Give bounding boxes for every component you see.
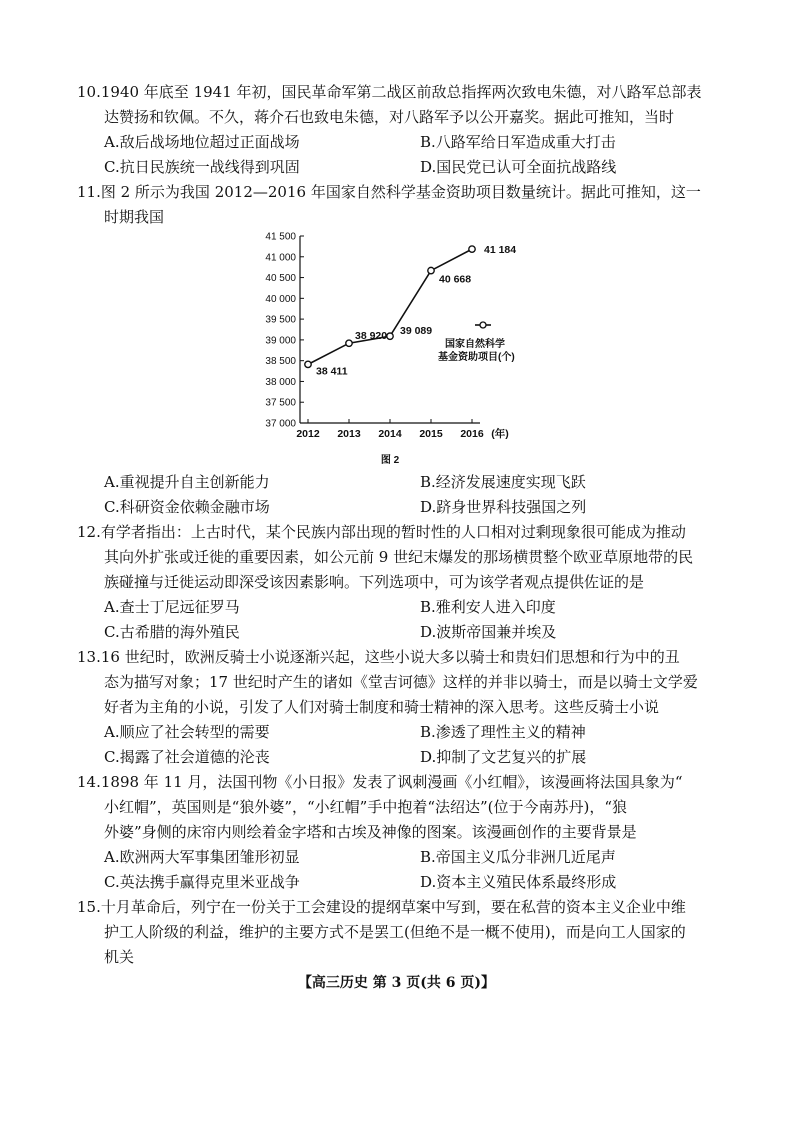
x-tick-label: 2013 <box>337 428 361 440</box>
y-tick-label: 41 500 <box>265 231 296 243</box>
q13-stem-line-1: 13.16 世纪时，欧洲反骑士小说逐渐兴起，这些小说大多以骑士和贵妇们思想和行为中的丑 <box>77 648 680 666</box>
q12-stem-line-2: 其向外扩张或迁徙的重要因素，如公元前 9 世纪末爆发的那场横贯整个欧亚草原地带的民 <box>104 548 694 566</box>
legend-marker <box>480 322 486 328</box>
page-footer: 【高三历史 第 3 页(共 6 页)】 <box>297 975 496 991</box>
y-tick-label: 41 000 <box>265 252 296 264</box>
x-tick-label: 2014 <box>378 428 402 440</box>
q10-stem-line-2: 达赞扬和钦佩。不久，蒋介石也致电朱德，对八路军予以公开嘉奖。据此可推知，当时 <box>104 108 675 126</box>
q13-stem-line-3: 好者为主角的小说，引发了人们对骑士制度和骑士精神的深入思考。这些反骑士小说 <box>104 698 660 716</box>
q12-option-a: A.查士丁尼远征罗马 <box>104 598 240 616</box>
q13-option-b: B.渗透了理性主义的精神 <box>420 723 586 741</box>
q12-option-b: B.雅利安人进入印度 <box>420 598 556 616</box>
data-point <box>346 340 352 346</box>
q12-option-c: C.古希腊的海外殖民 <box>104 623 240 641</box>
q11-option-b: B.经济发展速度实现飞跃 <box>420 473 586 491</box>
y-tick-label: 38 000 <box>265 376 296 388</box>
q13-option-a: A.顺应了社会转型的需要 <box>104 723 270 741</box>
q11-stem-line-1: 11.图 2 所示为我国 2012—2016 年国家自然科学基金资助项目数量统计。据此可推知，这一 <box>77 183 701 201</box>
q14-option-b: B.帝国主义瓜分非洲几近尾声 <box>420 848 616 866</box>
y-axis <box>265 232 304 430</box>
q12-option-d: D.波斯帝国兼并埃及 <box>420 623 557 641</box>
y-tick-label: 37 000 <box>265 418 296 430</box>
data-point <box>387 333 393 339</box>
q13-option-d: D.抑制了文艺复兴的扩展 <box>420 748 587 766</box>
q14-stem-line-3: 外婆”身侧的床帘内则绘着金字塔和古埃及神像的图案。该漫画创作的主要背景是 <box>104 823 637 841</box>
x-unit-label: (年) <box>491 428 509 440</box>
q11-option-c: C.科研资金依赖金融市场 <box>104 498 270 516</box>
q12-stem-line-3: 族碰撞与迁徙运动即深受该因素影响。下列选项中，可为该学者观点提供佐证的是 <box>104 573 645 591</box>
line-chart-figure-2 <box>250 226 550 471</box>
x-tick-label: 2012 <box>296 428 320 440</box>
data-label: 38 411 <box>316 365 348 378</box>
q15-stem-line-1: 15.十月革命后，列宁在一份关于工会建设的提纲草案中写到，要在私营的资本主义企业中维 <box>77 898 686 916</box>
q14-stem-line-1: 14.1898 年 11 月，法国刊物《小日报》发表了讽刺漫画《小红帽》，该漫画将法国具象为“ <box>77 773 683 791</box>
y-tick-label: 38 500 <box>265 356 296 368</box>
q14-option-a: A.欧洲两大军事集团雏形初显 <box>104 848 300 866</box>
q11-option-d: D.跻身世界科技强国之列 <box>420 498 587 516</box>
x-axis <box>296 419 508 440</box>
q13-stem-line-2: 态为描写对象；17 世纪时产生的诸如《堂吉诃德》这样的并非以骑士，而是以骑士文学爱 <box>104 673 698 691</box>
y-tick-label: 40 500 <box>265 273 296 285</box>
legend-label-line-1: 国家自然科学 <box>445 339 505 350</box>
y-tick-label: 40 000 <box>265 293 296 305</box>
data-label: 39 089 <box>400 325 433 338</box>
q11-stem-line-2: 时期我国 <box>104 208 165 226</box>
q12-stem-line-1: 12.有学者指出：上古时代，某个民族内部出现的暂时性的人口相对过剩现象很可能成为推动 <box>77 523 686 541</box>
q15-stem-line-2: 护工人阶级的利益，维护的主要方式不是罢工(但绝不是一概不使用)，而是向工人国家的 <box>104 923 686 941</box>
data-point <box>428 267 434 273</box>
y-tick-label: 39 000 <box>265 335 296 347</box>
q10-option-d: D.国民党已认可全面抗战路线 <box>420 158 617 176</box>
q10-option-c: C.抗日民族统一战线得到巩固 <box>104 158 300 176</box>
data-point <box>305 361 311 367</box>
data-label: 40 668 <box>439 273 472 286</box>
data-label: 38 920 <box>355 330 388 343</box>
q15-stem-line-3: 机关 <box>104 948 135 966</box>
q14-option-c: C.英法携手赢得克里米亚战争 <box>104 873 300 891</box>
x-tick-label: 2015 <box>419 428 443 440</box>
q14-stem-line-2: 小红帽”，英国则是“狼外婆”，“小红帽”手中抱着“法绍达”(位于今南苏丹)，“狼 <box>104 798 628 816</box>
chart-caption-group <box>381 453 400 466</box>
q13-option-c: C.揭露了社会道德的沦丧 <box>104 748 270 766</box>
x-tick-label: 2016 <box>460 428 484 440</box>
data-point <box>469 246 475 252</box>
y-tick-label: 39 500 <box>265 314 296 326</box>
chart-caption: 图 2 <box>380 455 400 466</box>
q10-option-b: B.八路军给日军造成重大打击 <box>420 133 616 151</box>
q14-option-d: D.资本主义殖民体系最终形成 <box>420 873 617 891</box>
q11-option-a: A.重视提升自主创新能力 <box>104 473 270 491</box>
legend-label-line-2: 基金资助项目(个) <box>438 352 515 363</box>
y-tick-label: 37 500 <box>265 397 296 409</box>
chart-svg <box>250 226 550 471</box>
chart-legend <box>438 322 515 363</box>
data-label: 41 184 <box>484 244 517 257</box>
q10-option-a: A.敌后战场地位超过正面战场 <box>104 133 300 151</box>
q10-stem-line-1: 10.1940 年底至 1941 年初，国民革命军第二战区前敌总指挥两次致电朱德，对八路军总部表 <box>77 83 702 101</box>
